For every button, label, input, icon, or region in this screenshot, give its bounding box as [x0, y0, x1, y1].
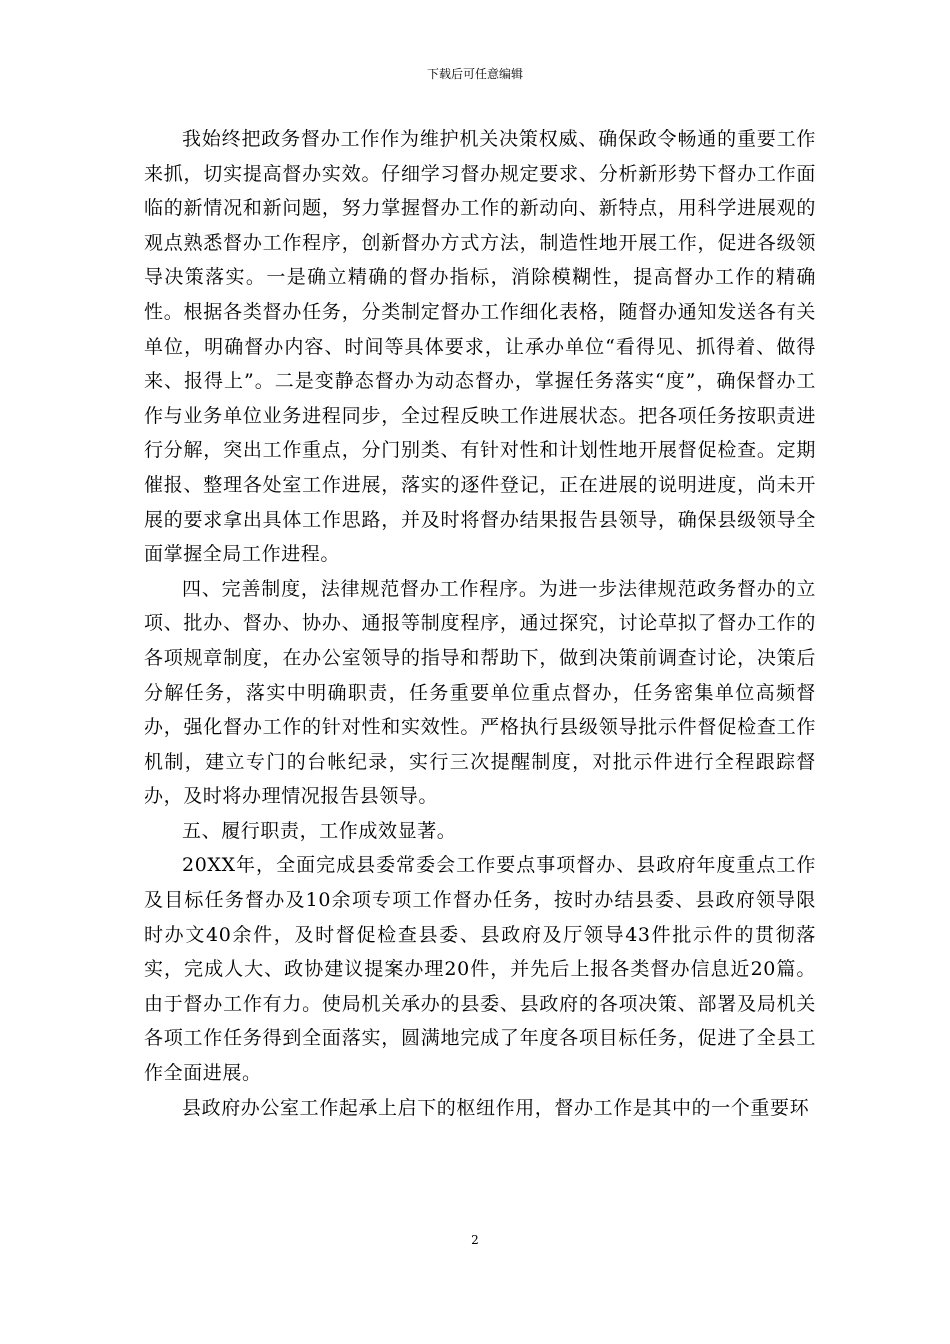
- body-paragraph-5: 县政府办公室工作起承上启下的枢纽作用，督办工作是其中的一个重要环: [182, 1096, 810, 1119]
- body-paragraph-1: 我始终把政务督办工作作为维护机关决策权威、确保政令畅通的重要工作来抓，切实提高督办实效。仔细学习督办规定要求、分析新形势下督办工作面临的新情况和新问题，努力掌握督办工作的新动向、新特点，用科学进展观的观点熟悉督办工作程序，创新督办方式方法，制造性地开展工作，促进各级领导决策落实。一是确立精确的督办指标，消除模糊性，提高督办工作的精确性。根据各类督办任务，分类制定督办工作细化表格，随督办通知发送各有关单位，明确督办内容、时间等具体要求，让承办单位“看得见、抓得着、做得来、报得上”。二是变静态督办为动态督办，掌握任务落实“度”，确保督办工作与业务单位业务进程同步，全过程反映工作进展状态。把各项任务按职责进行分解，突出工作重点，分门别类、有针对性和计划性地开展督促检查。定期催报、整理各处室工作进展，落实的逐件登记，正在进展的说明进度，尚未开展的要求拿出具体工作思路，并及时将督办结果报告县领导，确保县级领导全面掌握全局工作进程。: [144, 128, 816, 566]
- body-paragraph-4: 20XX年，全面完成县委常委会工作要点事项督办、县政府年度重点工作及目标任务督办及10余项专项工作督办任务，按时办结县委、县政府领导限时办文40余件，及时督促检查县委、县政府及厅领导43件批示件的贯彻落实，完成人大、政协建议提案办理20件，并先后上报各类督办信息近20篇。由于督办工作有力。使局机关承办的县委、县政府的各项决策、部署及局机关各项工作任务得到全面落实，圆满地完成了年度各项目标任务，促进了全县工作全面进展。: [144, 854, 816, 1085]
- body-paragraph-3: 五、履行职责，工作成效显著。: [182, 819, 457, 842]
- body-paragraph-2: 四、完善制度，法律规范督办工作程序。为进一步法律规范政务督办的立项、批办、督办、协办、通报等制度程序，通过探究，讨论草拟了督办工作的各项规章制度，在办公室领导的指导和帮助下，做到决策前调查讨论，决策后分解任务，落实中明确职责，任务重要单位重点督办，任务密集单位高频督办，强化督办工作的针对性和实效性。严格执行县级领导批示件督促检查工作机制，建立专门的台帐纪录，实行三次提醒制度，对批示件进行全程跟踪督办，及时将办理情况报告县领导。: [144, 577, 816, 808]
- page-number: 2: [471, 1233, 479, 1247]
- document-body: [144, 122, 816, 1125]
- page-header: 下载后可任意编辑: [426, 67, 523, 81]
